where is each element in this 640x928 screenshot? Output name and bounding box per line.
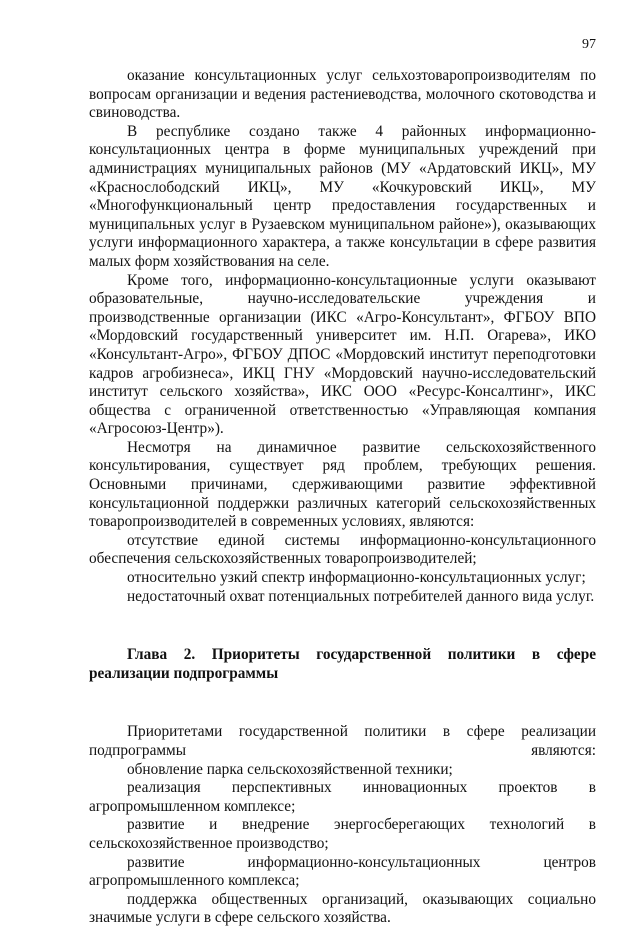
chapter-heading: Глава 2. Приоритеты государственной политики в сфере реализации подпрограммы — [89, 646, 596, 682]
list-item-consulting-centers: развитие информационно-консультационных центров агропромышленного комплекса; — [89, 853, 596, 890]
spacer — [89, 683, 596, 723]
list-item-energy-saving: развитие и внедрение энергосберегающих технологий в сельскохозяйственное производство; — [89, 816, 596, 852]
list-item-innovation-projects: реализация перспективных инновационных проектов в агропромышленном комплексе; — [89, 779, 596, 815]
paragraph-district-centers: В республике создано также 4 районных информационно-консультационных центра в форме муниципальных учреждений при администрациях муниципальных районов (МУ «Ардатовский ИКЦ», МУ «Краснослободский ИКЦ», МУ «Кочкуровский ИКЦ», МУ «Многофункциональный центр предоставления государственных и муниципальных услуг в Рузаевском муниципальном районе»), оказывающих услуги информационного характера, а также консультации в сфере развития малых форм хозяйствования на селе. — [89, 122, 596, 270]
page-number: 97 — [582, 37, 596, 52]
list-item-insufficient-coverage: недостаточный охват потенциальных потребителей данного вида услуг. — [127, 587, 595, 605]
list-item-public-organizations: поддержка общественных организаций, оказывающих социально значимые услуги в сфере сельского хозяйства. — [89, 890, 596, 927]
list-item-no-unified-system: отсутствие единой системы информационно-консультационного обеспечения сельскохозяйственных товаропроизводителей; — [89, 531, 596, 568]
paragraph-other-providers: Кроме того, информационно-консультационные услуги оказывают образовательные, научно-исследовательские учреждения и производственные организации (ИКС «Агро-Консультант», ФГБОУ ВПО «Мордовский государственный университет им. Н.П. Огарева», ИКО «Консультант-Агро», ФГБОУ ДПОС «Мордовский институт переподготовки кадров агробизнеса», ИКЦ ГНУ «Мордовский научно-исследовательский институт сельского хозяйства», ИКС ООО «Ресурс-Консалтинг», ИКС общества с ограниченной ответственностью «Управляющая компания «Агросоюз-Центр»). — [89, 271, 596, 438]
page-content — [89, 67, 596, 928]
paragraph-priorities-intro: Приоритетами государственной политики в сфере реализации подпрограммы являются: — [89, 723, 596, 759]
paragraph-consulting-services: оказание консультационных услуг сельхозтоваропроизводителям по вопросам организации и ведения растениеводства, молочного скотоводства и свиноводства. — [89, 67, 596, 122]
paragraph-problems: Несмотря на динамичное развитие сельскохозяйственного консультирования, существует ряд проблем, требующих решения. Основными причинами, сдерживающими развитие эффективной консультационной поддержки различных категорий сельскохозяйственных товаропроизводителей в современных условиях, являются: — [89, 438, 596, 531]
list-item-narrow-spectrum: относительно узкий спектр информационно-консультационных услуг; — [127, 569, 586, 587]
list-item-machinery-renewal: обновление парка сельскохозяйственной техники; — [127, 760, 453, 778]
spacer — [89, 606, 596, 646]
